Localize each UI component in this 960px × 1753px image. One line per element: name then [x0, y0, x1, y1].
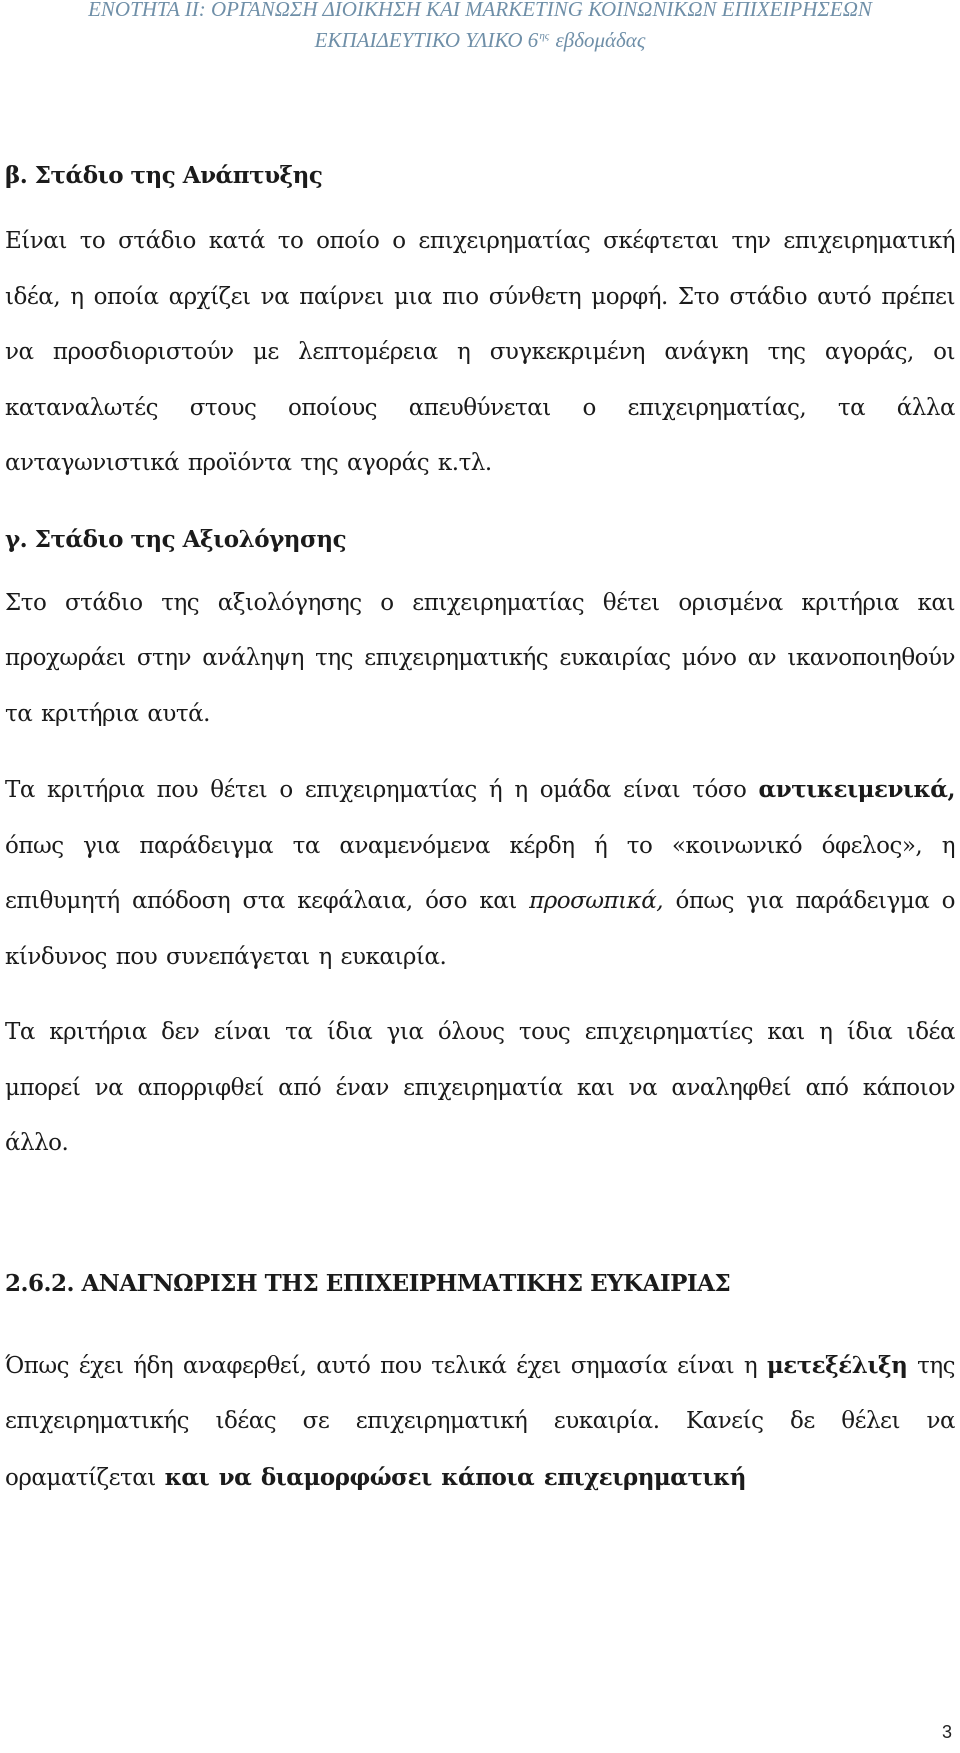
section-262-heading: 2.6.2. ΑΝΑΓΝΩΡΙΣΗ ΤΗΣ ΕΠΙΧΕΙΡΗΜΑΤΙΚΗΣ ΕΥΚΑΙΡΙΑΣ	[5, 1269, 731, 1297]
header-line-2-prefix: ΕΚΠΑΙΔΕΥΤΙΚΟ ΥΛΙΚΟ 6	[314, 28, 539, 52]
para2-text-2: όπως για παράδειγμα τα αναμενόμενα κέρδη ή το «κοινωνικό όφελος», η επιθυμητή απόδοση στα κεφάλαια, όσο και	[5, 832, 955, 914]
para2-italic-personal: προσωπικά,	[529, 888, 664, 914]
page-number: 3	[941, 1722, 952, 1742]
s262-text-2: της επιχειρηματικής ιδέας σε επιχειρηματική ευκαιρία. Κανείς δε θέλει να οραματίζεται	[5, 1352, 955, 1491]
header-line-2	[0, 23, 960, 53]
header-line-1: ΕΝΟΤΗΤΑ ΙΙ: ΟΡΓΑΝΩΣΗ ΔΙΟΙΚΗΣΗ ΚΑΙ MARKETING ΚΟΙΝΩΝΙΚΩΝ ΕΠΙΧΕΙΡΗΣΕΩΝ	[88, 0, 872, 21]
section-gamma-heading: γ. Στάδιο της Αξιολόγησης	[5, 525, 347, 553]
section-gamma-paragraph-1: Στο στάδιο της αξιολόγησης ο επιχειρηματίας θέτει ορισμένα κριτήρια και προχωράει στην ανάληψη της επιχειρηματικής ευκαιρίας μόνο αν ικανοποιηθούν τα κριτήρια αυτά.	[5, 589, 955, 727]
para2-text-1: Τα κριτήρια που θέτει ο επιχειρηματίας ή η ομάδα είναι τόσο	[5, 777, 759, 803]
section-262-paragraph	[5, 1338, 955, 1507]
section-beta-paragraph: Είναι το στάδιο κατά το οποίο ο επιχειρηματίας σκέφτεται την επιχειρηματική ιδέα, η οποία αρχίζει να παίρνει μια πιο σύνθετη μορφή. Στο στάδιο αυτό πρέπει να προσδιοριστούν με λεπτομέρεια η συγκεκριμένη ανάγκη της αγοράς, οι καταναλωτές στους οποίους απευθύνεται ο επιχειρηματίας, τα άλλα ανταγωνιστικά προϊόντα της αγοράς κ.τλ.	[5, 228, 955, 476]
header-superscript: ης	[539, 30, 550, 42]
section-gamma-paragraph-2	[5, 762, 955, 985]
s262-bold-shape: και να διαμορφώσει κάποια επιχειρηματική	[164, 1463, 747, 1491]
para2-bold-objective: αντικειμενικά,	[758, 776, 955, 803]
section-beta-heading: β. Στάδιο της Ανάπτυξης	[5, 162, 323, 189]
header-line-2-suffix: εβδομάδας	[555, 28, 646, 52]
document-body	[5, 148, 955, 1506]
section-gamma-paragraph-3: Τα κριτήρια δεν είναι τα ίδια για όλους τους επιχειρηματίες και η ίδια ιδέα μπορεί να απορριφθεί από έναν επιχειρηματία και να αναληφθεί από κάποιον άλλο.	[5, 1019, 955, 1156]
para2-text-3: όπως για παράδειγμα ο κίνδυνος που συνεπάγεται η ευκαιρία.	[5, 888, 955, 970]
s262-bold-evolution: μετεξέλιξη	[766, 1351, 908, 1379]
s262-text-1: Όπως έχει ήδη αναφερθεί, αυτό που τελικά έχει σημασία είναι η	[5, 1352, 767, 1379]
